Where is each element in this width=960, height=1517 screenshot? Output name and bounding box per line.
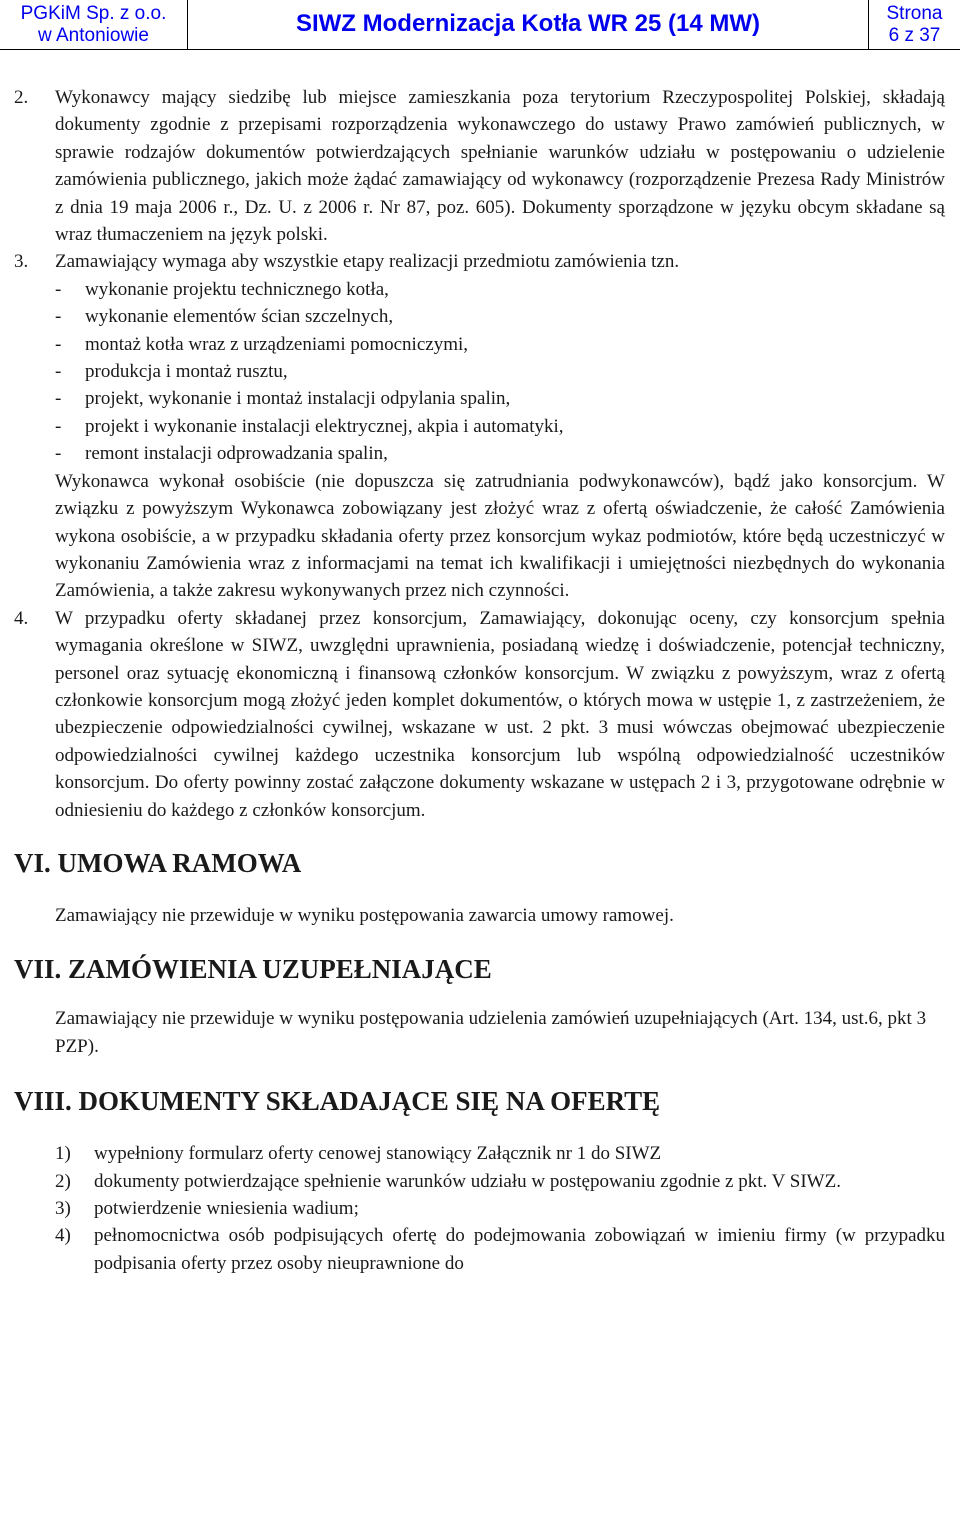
bullet-text: remont instalacji odprowadzania spalin, — [85, 443, 388, 465]
dash-marker: - — [55, 388, 62, 410]
list-item-intro: Zamawiający wymaga aby wszystkie etapy realizacji przedmiotu zamówienia tzn. — [55, 251, 680, 273]
dash-marker: - — [55, 306, 62, 328]
bullet-item — [55, 303, 945, 330]
list-item-text: W przypadku oferty składanej przez konsorcjum, Zamawiający, dokonując oceny, czy konsorcjum spełnia wymagania określone w SIWZ, uwzględni uprawnienia, posiadaną wiedzę i doświadczenie, potencjał techniczny, personel oraz sytuację ekonomiczną i finansową członków konsorcjum. W związku z powyższym, wraz z ofertą członkowie konsorcjum mogą złożyć jeden komplet dokumentów, o których mowa w ustępie 1, z zastrzeżeniem, że ubezpieczenie odpowiedzialności cywilnej, wskazane w ust. 2 pkt. 3 musi wówczas obejmować ubezpieczenie odpowiedzialności cywilnej każdego uczestnika konsorcjum lub wspólną odpowiedzialność uczestników konsorcjum. Do oferty powinny zostać załączone dokumenty wskazane w ustępach 2 i 3, przygotowane odrębnie w odniesieniu do każdego z członków konsorcjum. — [55, 607, 945, 821]
bullet-item — [55, 276, 945, 303]
section-heading-vii: VII. ZAMÓWIENIA UZUPEŁNIAJĄCE — [14, 954, 492, 985]
offer-document-item — [0, 1195, 945, 1222]
section-text-vii: Zamawiający nie przewiduje w wyniku postępowania udzielenia zamówień uzupełniających (Art. 134, ust.6, pkt 3 PZP). — [55, 1008, 927, 1057]
bullet-text: produkcja i montaż rusztu, — [85, 361, 288, 383]
bullet-item — [55, 358, 945, 385]
bullet-text: projekt i wykonanie instalacji elektrycznej, akpia i automatyki, — [85, 415, 564, 437]
list-item-text: Wykonawcy mający siedzibę lub miejsce zamieszkania poza terytorium Rzeczypospolitej Polskiej, składają dokumenty zgodnie z przepisami rozporządzenia wykonawczego do ustawy Prawo zamówień publicznych, w sprawie rodzajów dokumentów potwierdzających spełnianie warunków udziału w postępowaniu o udzielenie zamówienia publicznego, jakich może żądać zamawiający od wykonawcy (rozporządzenie Prezesa Rady Ministrów z dnia 19 maja 2006 r., Dz. U. z 2006 r. Nr 87, poz. 605). Dokumenty sporządzone w języku obcym składane są wraz tłumaczeniem na język polski. — [55, 87, 945, 246]
dash-marker: - — [55, 443, 62, 465]
offer-document-text: pełnomocnictwa osób podpisujących ofertę do podejmowania zobowiązań w imieniu firmy (w przypadku podpisania oferty przez osoby nieuprawnione do — [94, 1225, 945, 1274]
dash-marker: - — [55, 361, 62, 383]
offer-document-item — [0, 1168, 945, 1195]
header-org-name: PGKiM Sp. z o.o. — [20, 3, 167, 25]
dash-marker: - — [55, 333, 62, 355]
section-text-vi: Zamawiający nie przewiduje w wyniku postępowania zawarcia umowy ramowej. — [55, 904, 674, 926]
dash-marker: - — [55, 415, 62, 437]
header-document-title: SIWZ Modernizacja Kotła WR 25 (14 MW) — [188, 0, 869, 50]
dash-marker: - — [55, 278, 62, 300]
bullet-text: montaż kotła wraz z urządzeniami pomocniczymi, — [85, 333, 469, 355]
page-header — [0, 0, 960, 50]
bullet-item — [55, 385, 945, 412]
offer-document-number: 2) — [55, 1170, 71, 1192]
offer-document-item — [0, 1140, 945, 1167]
section-heading-viii: VIII. DOKUMENTY SKŁADAJĄCE SIĘ NA OFERTĘ — [14, 1086, 661, 1117]
header-page-indicator — [869, 0, 960, 50]
offer-document-item — [0, 1222, 945, 1277]
list-item-number: 4. — [14, 607, 29, 629]
bullet-text: wykonanie projektu technicznego kotła, — [85, 278, 389, 300]
bullet-item — [55, 413, 945, 440]
document-body — [0, 84, 945, 1277]
header-org-location: w Antoniowie — [38, 24, 149, 46]
offer-document-text: wypełniony formularz oferty cenowej stanowiący Załącznik nr 1 do SIWZ — [94, 1143, 662, 1165]
stage-bullet-list — [55, 276, 945, 468]
bullet-text: wykonanie elementów ścian szczelnych, — [85, 306, 394, 328]
header-page-number: 6 z 37 — [888, 24, 941, 46]
list-item-4 — [0, 605, 945, 824]
list-item-2 — [0, 84, 945, 248]
bullet-item — [55, 331, 945, 358]
offer-document-text: potwierdzenie wniesienia wadium; — [94, 1198, 359, 1219]
list-item-3 — [0, 248, 945, 604]
offer-document-text: dokumenty potwierdzające spełnienie warunków udziału w postępowaniu zgodnie z pkt. V SIWZ. — [94, 1170, 841, 1192]
offer-document-number: 3) — [55, 1198, 71, 1219]
offer-document-number: 4) — [55, 1225, 71, 1247]
header-page-label: Strona — [886, 3, 943, 25]
offer-documents-list — [0, 1140, 945, 1277]
section-heading-vi: VI. UMOWA RAMOWA — [14, 847, 302, 878]
offer-document-number: 1) — [55, 1143, 71, 1165]
header-organization — [0, 0, 188, 50]
list-item-number: 3. — [14, 251, 29, 273]
bullet-text: projekt, wykonanie i montaż instalacji odpylania spalin, — [85, 388, 511, 410]
bullet-item — [55, 440, 945, 467]
list-item-number: 2. — [14, 87, 29, 108]
list-item-text: Wykonawca wykonał osobiście (nie dopuszcza się zatrudniania podwykonawców), bądź jako konsorcjum. W związku z powyższym Wykonawca zobowiązany jest złożyć wraz z ofertą oświadczenie, że całość Zamówienia wykona osobiście, a w przypadku składania oferty przez konsorcjum wykaz podmiotów, które będą uczestniczyć w wykonaniu Zamówienia wraz z informacjami na temat ich kwalifikacji i umiejętności niezbędnych do wykonania Zamówienia, a także zakresu wykonywanych przez nich czynności. — [55, 470, 945, 602]
